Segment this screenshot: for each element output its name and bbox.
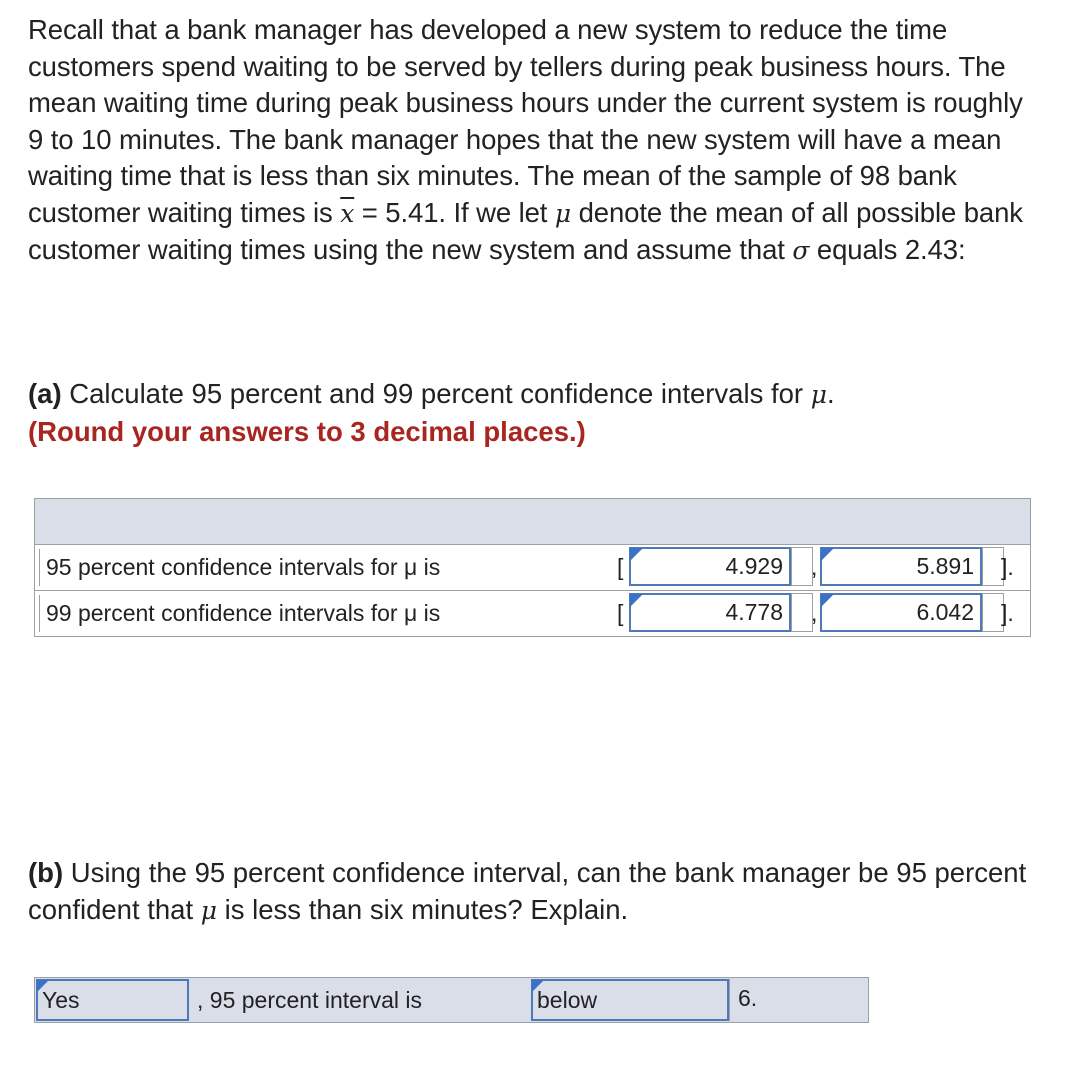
separator-comma: , bbox=[811, 554, 818, 580]
part-a-text: Calculate 95 percent and 99 percent confidence intervals for bbox=[61, 378, 811, 409]
rounding-instruction: (Round your answers to 3 decimal places.) bbox=[28, 415, 586, 447]
table-row-95 bbox=[35, 545, 1030, 591]
problem-statement bbox=[28, 12, 1038, 270]
part-a-question bbox=[28, 376, 1038, 450]
separator-comma: , bbox=[811, 600, 818, 626]
part-b-label: (b) bbox=[28, 857, 64, 888]
answer-middle-text: , 95 percent interval is bbox=[197, 987, 423, 1013]
blank-cell bbox=[791, 547, 813, 586]
table-header bbox=[35, 499, 1030, 545]
close-bracket: ]. bbox=[1001, 600, 1014, 626]
table-row-99 bbox=[35, 591, 1030, 636]
confidence-interval-table bbox=[34, 498, 1031, 637]
problem-end: equals 2.43: bbox=[809, 234, 966, 265]
part-b-question bbox=[28, 855, 1038, 929]
part-b-text-2: is less than six minutes? Explain. bbox=[217, 893, 629, 925]
open-bracket: [ bbox=[617, 600, 624, 626]
mu-symbol: μ bbox=[554, 198, 572, 228]
close-bracket: ]. bbox=[1001, 554, 1014, 580]
yes-no-dropdown[interactable]: Yes bbox=[36, 979, 189, 1021]
part-b-text-1: Using the 95 percent confidence interval, can the bank manager be 95 percent confident that bbox=[28, 857, 1027, 925]
answer-end-text: 6. bbox=[729, 979, 869, 1021]
xbar-symbol: $\overline{x}$ bbox=[340, 198, 355, 228]
part-a-label: (a) bbox=[28, 378, 62, 409]
problem-paragraph bbox=[28, 12, 1038, 270]
problem-after-mu: denote the mean of all possible bank customer waiting times using the new system and assume that bbox=[28, 196, 1023, 265]
upper-bound-95-input[interactable]: 5.891 bbox=[820, 547, 982, 586]
upper-bound-99-input[interactable]: 6.042 bbox=[820, 593, 982, 632]
part-a-period: . bbox=[826, 378, 835, 409]
part-a-mu-symbol: μ bbox=[810, 380, 827, 409]
open-bracket: [ bbox=[617, 554, 624, 580]
lower-bound-99-input[interactable]: 4.778 bbox=[629, 593, 791, 632]
blank-cell bbox=[791, 593, 813, 632]
lower-bound-95-input[interactable]: 4.929 bbox=[629, 547, 791, 586]
row-label-95: 95 percent confidence intervals for μ is bbox=[39, 549, 609, 586]
above-below-dropdown[interactable]: below bbox=[531, 979, 729, 1021]
problem-intro: Recall that a bank manager has developed a new system to reduce the time customers spend waiting to be served by tellers during peak business hours. The mean waiting time during peak business hours under the current system is roughly 9 to 10 minutes. The bank manager hopes that the new system will have a mean waiting time that is less than six minutes. The mean of the sample of 98 bank customer waiting times is bbox=[28, 14, 1023, 228]
sigma-symbol: σ bbox=[792, 236, 810, 265]
part-b-mu-symbol: μ bbox=[200, 895, 218, 925]
part-b-answer-row bbox=[34, 977, 869, 1023]
row-label-99: 99 percent confidence intervals for μ is bbox=[39, 595, 609, 632]
problem-eq-value: = 5.41. If we let bbox=[354, 196, 555, 228]
